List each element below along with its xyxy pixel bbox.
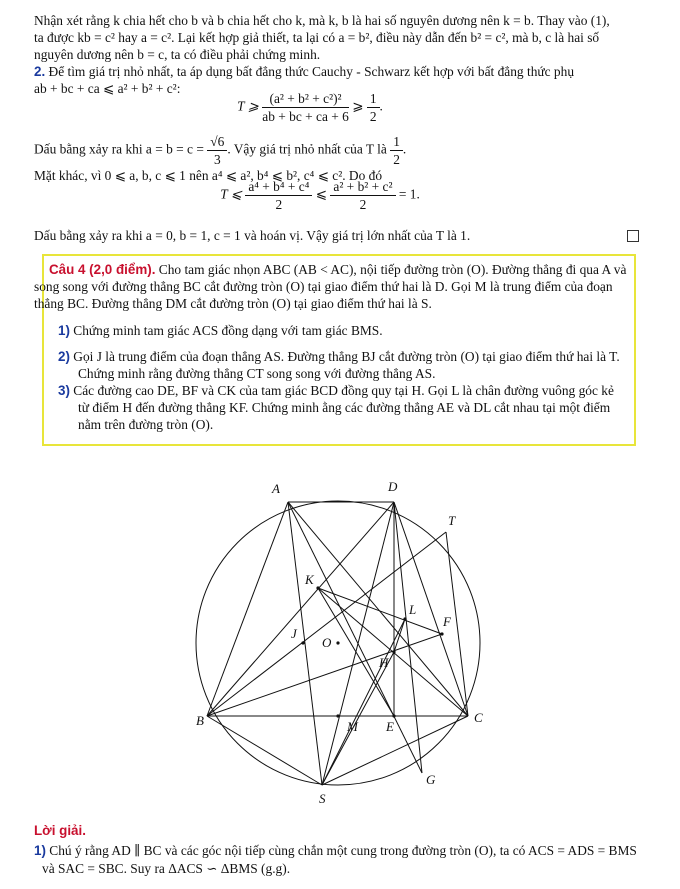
solution-title: Lời giải. [34,823,86,838]
formula-max: T ⩽ $\frac{\text{a⁴ + b⁴ + c⁴}}{2}$ ⩽ $\frac{\text{a² + b² + c²}}{2}$ = 1. [220,179,420,212]
point-k [316,586,319,589]
point-h [392,650,395,653]
center-point [336,641,339,644]
segment-bt [207,532,446,716]
segment-kf [318,588,442,634]
label-o: O [322,635,332,650]
label-c: C [474,710,483,725]
label-h: H [379,655,389,670]
text-line: Mặt khác, vì 0 ⩽ a, b, c ⩽ 1 nên a⁴ ⩽ a², b⁴ ⩽ b², c⁴ ⩽ c². Do đó [34,168,383,183]
point-e [392,714,395,717]
segment-cs [322,716,468,785]
question-item: 2) Gọi J là trung điểm của đoạn thẳng AS. Đường thẳng BJ cắt đường tròn (O) tại giao điểm thứ hai là T. [58,349,620,364]
segment-bs [207,716,322,785]
text-line: nằm trên đường tròn (O). [78,417,214,432]
label-s: S [319,791,326,806]
label-e: E [386,719,394,734]
point-m [336,714,339,717]
question-title: Câu 4 (2,0 điểm). [49,262,156,277]
label-j: J [291,626,297,641]
question-box: Câu 4 (2,0 điểm). Cho tam giác nhọn ABC (AB < AC), nội tiếp đường tròn (O). Đường thẳng đi qua A và song song với đường thẳng BC cắt đường tròn (O) tại giao điểm thứ hai là D. Gọi M là trung điểm của đoạn thẳng BC. Đường thẳng DM cắt đường tròn (O) tại giao điểm thứ hai là S. 1) Chứng minh tam giác ACS đồng dạng với tam giác BMS. 2) Gọi J là trung điểm của đoạn thẳng AS. Đường thẳng BJ cắt đường tròn (O) tại giao điểm thứ hai là T. Chứng minh rằng đường thẳng CT song song với đường thẳng AS. 3) Các đường cao DE, BF và CK của tam giác BCD đồng quy tại H. Gọi L là chân đường vuông góc kẻ từ điểm H đến đường thẳng KF. Chứng minh ằng các đường thẳng AE và DL cắt nhau tại một điểm nằm trên đường tròn (O). [42,254,636,446]
label-b: B [196,713,204,728]
text-line: 1) Chú ý rằng AD ∥ BC và các góc nội tiếp cùng chắn một cung trong đường tròn (O), ta có ACS = ADS = BMS [34,843,637,858]
segment-as [288,502,322,785]
label-k: K [305,572,314,587]
formula-min: T ⩾ $\frac{\text{(a² + b² + c²)²}}{ab + bc + ca + 6}$ ⩾ $\frac{1}{2}$ . [237,91,383,124]
label-m: M [347,719,358,734]
text-line: thẳng BC. Đường thẳng DM cắt đường tròn (O) tại giao điểm thứ hai là S. [34,296,432,311]
text-line: Nhận xét rằng k chia hết cho b và b chia hết cho k, mà k, b là hai số nguyên dương nên k = b. Thay vào (1), [34,13,610,28]
segment-sl [322,619,405,785]
text-line: từ điểm H đến đường thẳng KF. Chứng minh ằng các đường thẳng AE và DL cắt nhau tại một điểm [78,400,611,415]
text-line: 2. Để tìm giá trị nhỏ nhất, ta áp dụng bất đẳng thức Cauchy - Schwarz kết hợp với bất đẳng thức phụ [34,64,575,79]
question-item: 1) Chứng minh tam giác ACS đồng dạng với tam giác BMS. [58,323,383,338]
part-label: 2. [34,64,46,79]
text-line: ta được kb = c² hay a = c². Lại kết hợp giả thiết, ta lại có a = b², điều này dẫn đến b² = c², mà b, c là hai số [34,30,600,45]
label-l: L [409,602,417,617]
segment-ke [318,588,394,716]
label-a: A [272,481,280,496]
text-line: nguyên dương nên b = c, ta có điều phải chứng minh. [34,47,321,62]
text-line: Chứng minh rằng đường thẳng CT song song với đường thẳng AS. [78,366,436,381]
point-j [301,641,304,644]
label-g: G [426,772,436,787]
text-line: song song với đường thẳng BC cắt đường tròn (O) tại giao điểm thứ hai là D. Gọi M là trung điểm của đoạn [34,279,613,294]
text-line: Dấu bằng xảy ra khi a = b = c = $\frac{√6}{3}$ . Vậy giá trị nhỏ nhất của T là $\frac{1}{2}$ . [34,134,407,167]
text-line: ab + bc + ca ⩽ a² + b² + c²: [34,81,181,96]
question-item: 3) Các đường cao DE, BF và CK của tam giác BCD đồng quy tại H. Gọi L là chân đường vuông góc kẻ [58,383,614,398]
text-line: và SAC = SBC. Suy ra ΔACS ∽ ΔBMS (g.g). [42,861,291,876]
point-f [440,632,443,635]
label-t: T [448,513,456,528]
label-d: D [388,479,398,494]
point-l [403,617,406,620]
text-line: Dấu bằng xảy ra khi a = 0, b = 1, c = 1 và hoán vị. Vậy giá trị lớn nhất của T là 1. [34,228,471,243]
label-f: F [443,614,451,629]
